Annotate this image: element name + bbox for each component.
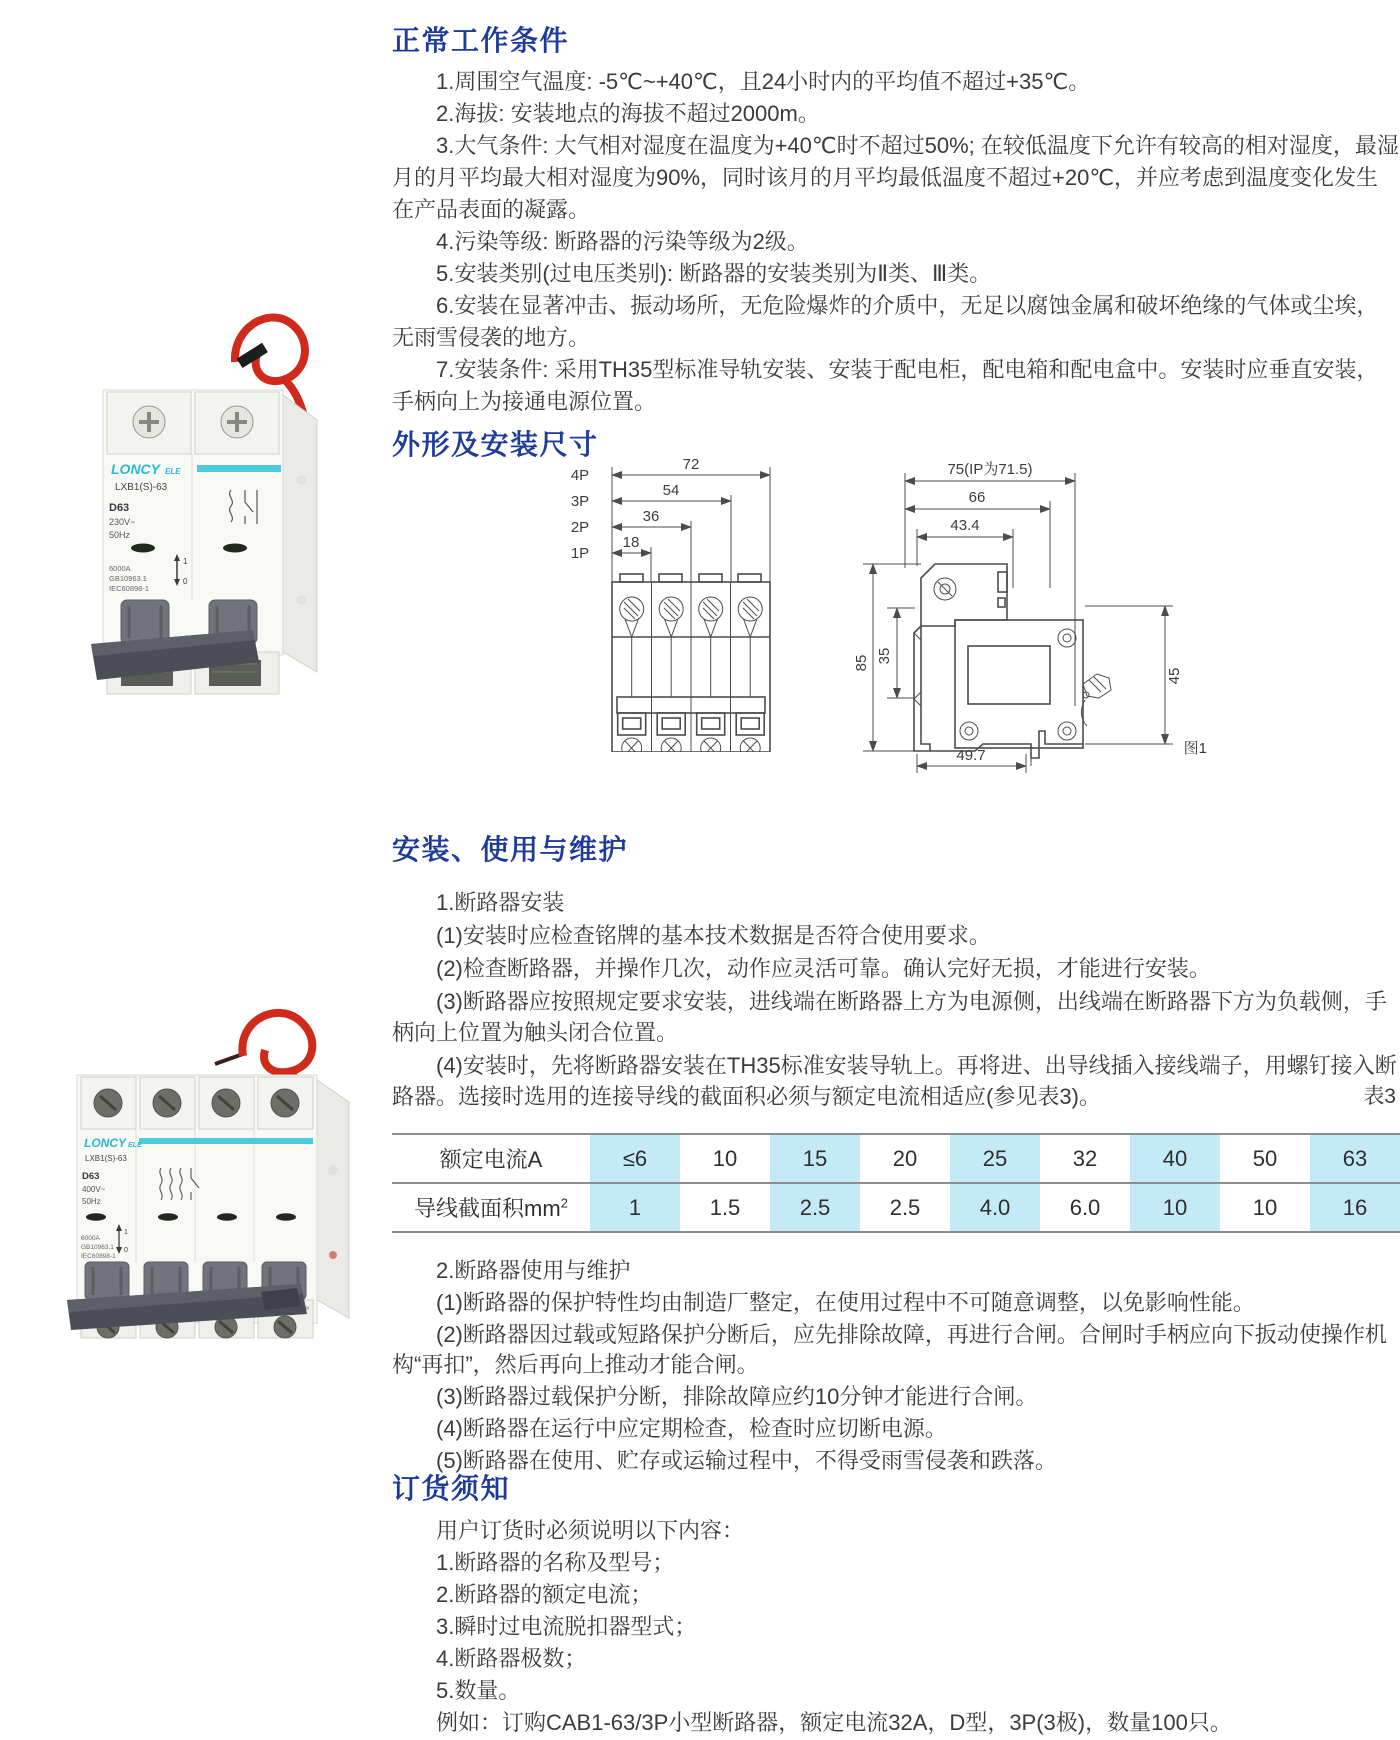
svg-text:D63: D63 — [82, 1171, 100, 1182]
section-title-normal-conditions: 正常工作条件 — [392, 25, 570, 56]
table-cell: 2.5 — [770, 1183, 860, 1232]
svg-text:LONCY: LONCY — [111, 461, 160, 477]
svg-text:1: 1 — [183, 557, 188, 566]
table-cell: 63 — [1310, 1134, 1400, 1183]
dim-45-label: 45 — [1166, 667, 1183, 685]
install-subtitle: 1.断路器安装 — [436, 890, 565, 915]
svg-text:IEC60898-1: IEC60898-1 — [109, 584, 150, 593]
dim-85-label: 85 — [853, 654, 870, 672]
table-row — [392, 1134, 1400, 1183]
section-title-installation: 安装、使用与维护 — [392, 834, 629, 865]
usage-subtitle: 2.断路器使用与维护 — [436, 1258, 631, 1283]
condition-item: 1.周围空气温度: -5℃~+40℃，且24小时内的平均值不超过+35℃。 — [436, 69, 1091, 94]
dim-54-label: 54 — [662, 482, 680, 499]
ordering-example: 例如：订购CAB1-63/3P小型断路器，额定电流32A，D型，3P(3极)，数量100只。 — [436, 1710, 1232, 1735]
dim-18-label: 18 — [622, 534, 640, 551]
table-cell: 20 — [860, 1134, 950, 1183]
table-row — [392, 1183, 1400, 1232]
dim-35-label: 35 — [876, 647, 893, 665]
front-view-drawing — [540, 452, 810, 752]
product-photo-2p — [85, 300, 325, 695]
section-ordering — [392, 1472, 1400, 1740]
section-normal-conditions — [392, 24, 1400, 418]
svg-text:50Hz: 50Hz — [82, 1197, 101, 1206]
dim-66-label: 66 — [968, 489, 986, 506]
dim-75-label: 75(IP为71.5) — [947, 461, 1033, 478]
row-label: 额定电流A — [392, 1134, 590, 1183]
section-usage — [392, 1256, 1400, 1478]
svg-text:50Hz: 50Hz — [109, 530, 131, 540]
section-title-ordering: 订货须知 — [392, 1473, 511, 1504]
cyan-stripe — [197, 465, 281, 472]
pole-label-4p: 4P — [570, 467, 590, 484]
svg-text:GB10963.1: GB10963.1 — [81, 1244, 114, 1251]
table-cell: 10 — [1220, 1183, 1310, 1232]
table-cell: 25 — [950, 1134, 1040, 1183]
svg-text:1: 1 — [124, 1229, 128, 1236]
condition-item: 5.安装类别(过电压类别): 断路器的安装类别为Ⅱ类、Ⅲ类。 — [436, 261, 992, 286]
table-cell: 16 — [1310, 1183, 1400, 1232]
svg-text:LXB1(S)-63: LXB1(S)-63 — [85, 1154, 127, 1163]
svg-text:ELE: ELE — [128, 1142, 142, 1149]
install-item: (3)断路器应按照规定要求安装，进线端在断路器上方为电源侧，出线端在断路器下方为负载侧，手柄向上位置为触头闭合位置。 — [392, 989, 1387, 1045]
usage-item: (2)断路器因过载或短路保护分断后，应先排除故障，再进行合闸。合闸时手柄应向下扳动使操作机构“再扣”，然后再向上推动才能合闸。 — [392, 1322, 1387, 1377]
pole-label-3p: 3P — [570, 493, 590, 510]
dim-43-label: 43.4 — [950, 517, 980, 534]
table-caption: 表3 — [1363, 1085, 1396, 1108]
svg-text:IEC60898-1: IEC60898-1 — [81, 1253, 116, 1260]
table-cell: 50 — [1220, 1134, 1310, 1183]
table-cell: 4.0 — [950, 1183, 1040, 1232]
table-cell: 10 — [1130, 1183, 1220, 1232]
svg-text:0: 0 — [124, 1247, 128, 1254]
install-item: (2)检查断路器，并操作几次，动作应灵活可靠。确认完好无损，才能进行安装。 — [436, 956, 1211, 981]
condition-item: 2.海拔: 安装地点的海拔不超过2000m。 — [436, 101, 820, 126]
table-cell: 2.5 — [860, 1183, 950, 1232]
ordering-item: 2.断路器的额定电流； — [436, 1582, 653, 1607]
ordering-item: 4.断路器极数； — [436, 1646, 587, 1671]
usage-item: (3)断路器过载保护分断，排除故障应约10分钟才能进行合闸。 — [436, 1384, 1038, 1409]
ordering-item: 1.断路器的名称及型号； — [436, 1550, 675, 1575]
ordering-intro: 用户订货时必须说明以下内容： — [436, 1518, 745, 1543]
side-view-drawing — [835, 448, 1225, 778]
pole-label-2p: 2P — [570, 519, 590, 536]
install-item: (4)安装时，先将断路器安装在TH35标准安装导轨上。再将进、出导线插入接线端子，用螺钉接入断路器。选接时选用的连接导线的截面积必须与额定电流相适应(参见表3)。 — [392, 1053, 1397, 1109]
svg-text:6000A: 6000A — [81, 1235, 100, 1242]
dim-72-label: 72 — [682, 456, 700, 473]
row-label: 导线截面积$mm^2$ — [392, 1183, 590, 1232]
product-photo-4p — [65, 1000, 355, 1340]
table-cell: 40 — [1130, 1134, 1220, 1183]
section-title-dimensions: 外形及安装尺寸 — [392, 429, 599, 460]
section-installation — [392, 833, 1400, 1114]
install-item: (1)安装时应检查铭牌的基本技术数据是否符合使用要求。 — [436, 923, 991, 948]
condition-item: 7.安装条件: 采用TH35型标准导轨安装、安装于配电柜，配电箱和配电盒中。安装时应垂直安装，手柄向上为接通电源位置。 — [392, 357, 1379, 414]
condition-item: 6.安装在显著冲击、振动场所，无危险爆炸的介质中，无足以腐蚀金属和破坏绝缘的气体或尘埃，无雨雪侵袭的地方。 — [392, 293, 1379, 350]
table-cell: 15 — [770, 1134, 860, 1183]
table-cell: 10 — [680, 1134, 770, 1183]
pole-label-1p: 1P — [570, 545, 590, 562]
dim-36-label: 36 — [642, 508, 660, 525]
svg-text:230V~: 230V~ — [109, 517, 136, 527]
svg-text:GB10963.1: GB10963.1 — [109, 574, 147, 583]
svg-text:ELE: ELE — [165, 467, 181, 476]
usage-item: (4)断路器在运行中应定期检查，检查时应切断电源。 — [436, 1416, 947, 1441]
cyan-stripe — [139, 1138, 313, 1144]
table-cell: 6.0 — [1040, 1183, 1130, 1232]
svg-text:6000A: 6000A — [109, 564, 131, 573]
wire-size-table — [392, 1133, 1400, 1233]
figure-label: 图1 — [1183, 740, 1207, 757]
svg-text:LONCY: LONCY — [84, 1136, 126, 1150]
table-cell: ≤6 — [590, 1134, 680, 1183]
svg-text:0: 0 — [183, 577, 188, 586]
svg-text:D63: D63 — [109, 502, 130, 514]
table-cell: 32 — [1040, 1134, 1130, 1183]
table-cell: 1 — [590, 1183, 680, 1232]
condition-item: 4.污染等级: 断路器的污染等级为2级。 — [436, 229, 809, 254]
svg-text:400V~: 400V~ — [82, 1185, 106, 1194]
usage-item: (5)断路器在使用、贮存或运输过程中，不得受雨雪侵袭和跌落。 — [436, 1448, 1057, 1473]
ordering-item: 3.瞬时过电流脱扣器型式； — [436, 1614, 697, 1639]
dim-49-label: 49.7 — [956, 747, 986, 764]
table-cell: 1.5 — [680, 1183, 770, 1232]
ordering-item: 5.数量。 — [436, 1678, 521, 1703]
condition-item: 3.大气条件: 大气相对湿度在温度为+40℃时不超过50%; 在较低温度下允许有较高的相对湿度，最湿月的月平均最大相对湿度为90%，同时该月的月平均最低温度不超过+20℃，并应考虑到温度变化发生在产品表面的凝露。 — [392, 133, 1399, 222]
usage-item: (1)断路器的保护特性均由制造厂整定，在使用过程中不可随意调整，以免影响性能。 — [436, 1290, 1255, 1315]
svg-text:LXB1(S)-63: LXB1(S)-63 — [115, 482, 168, 493]
